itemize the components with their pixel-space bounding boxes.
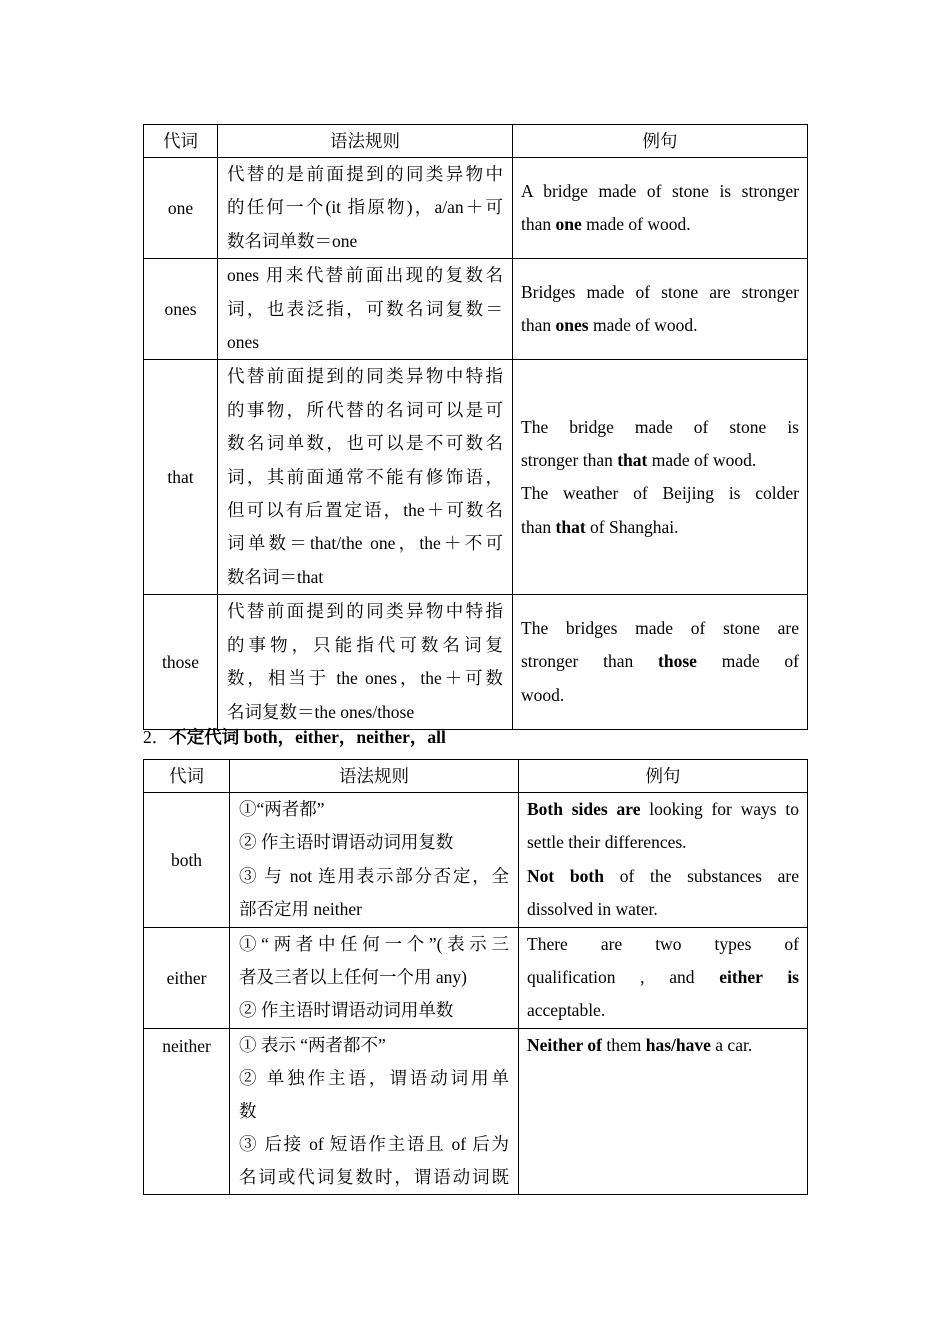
pronoun-cell: either [144,927,230,1028]
example-cell: Both sides are looking for ways to settle their differences. Not both of the substances are dissolved in water. [519,793,808,928]
pronoun-cell: one [144,158,218,259]
rule-cell: ① 表示 “两者都不” ② 单独作主语，谓语动词用单 数 ③ 后接 of 短语作主语且 of 后为 名词或代词复数时，谓语动词既 [230,1028,519,1194]
table-row [144,595,808,730]
pronoun-cell: neither [144,1028,230,1194]
rule-cell: 代替的是前面提到的同类异物中 的任何一个(it 指原物)，a/an＋可 数名词单数＝one [218,158,513,259]
pronoun-cell: that [144,360,218,595]
pronoun-cell: ones [144,259,218,360]
header-pronoun: 代词 [144,760,230,793]
header-grammar-rule: 语法规则 [218,125,513,158]
example-cell: A bridge made of stone is stronger than one made of wood. [513,158,808,259]
example-cell: The bridge made of stone is stronger than that made of wood. The weather of Beijing is colder than that of Shanghai. [513,360,808,595]
rule-cell: 代替前面提到的同类异物中特指 的事物，所代替的名词可以是可 数名词单数，也可以是不可数名 词，其前面通常不能有修饰语， 但可以有后置定语，the＋可数名 词单数＝that/the one，the＋不可 数名词＝that [218,360,513,595]
example-cell: The bridges made of stone are stronger than those made of wood. [513,595,808,730]
table-header-row [144,760,808,793]
rule-cell: ones 用来代替前面出现的复数名 词，也表泛指，可数名词复数＝ ones [218,259,513,360]
rule-cell: ①“两者中任何一个”(表示三 者及三者以上任何一个用 any) ② 作主语时谓语动词用单数 [230,927,519,1028]
pronoun-cell: those [144,595,218,730]
example-cell: Neither of them has/have a car. [519,1028,808,1194]
table-row [144,158,808,259]
header-grammar-rule: 语法规则 [230,760,519,793]
rule-cell: ①“两者都” ② 作主语时谓语动词用复数 ③ 与 not 连用表示部分否定，全 部否定用 neither [230,793,519,928]
table-row [144,927,808,1028]
table-row [144,259,808,360]
example-cell: Bridges made of stone are stronger than ones made of wood. [513,259,808,360]
rule-cell: 代替前面提到的同类异物中特指 的事物，只能指代可数名词复 数，相当于 the ones，the＋可数 名词复数＝the ones/those [218,595,513,730]
header-example: 例句 [519,760,808,793]
pronoun-cell: both [144,793,230,928]
table-row [144,360,808,595]
pronoun-table-2 [143,759,808,1195]
section-heading: 2．不定代词 both，either，neither，all [143,727,446,747]
table-row [144,1028,808,1194]
header-pronoun: 代词 [144,125,218,158]
table-header-row [144,125,808,158]
table-row [144,793,808,928]
example-cell: There are two types of qualification , and either is acceptable. [519,927,808,1028]
header-example: 例句 [513,125,808,158]
pronoun-table-1 [143,124,808,730]
